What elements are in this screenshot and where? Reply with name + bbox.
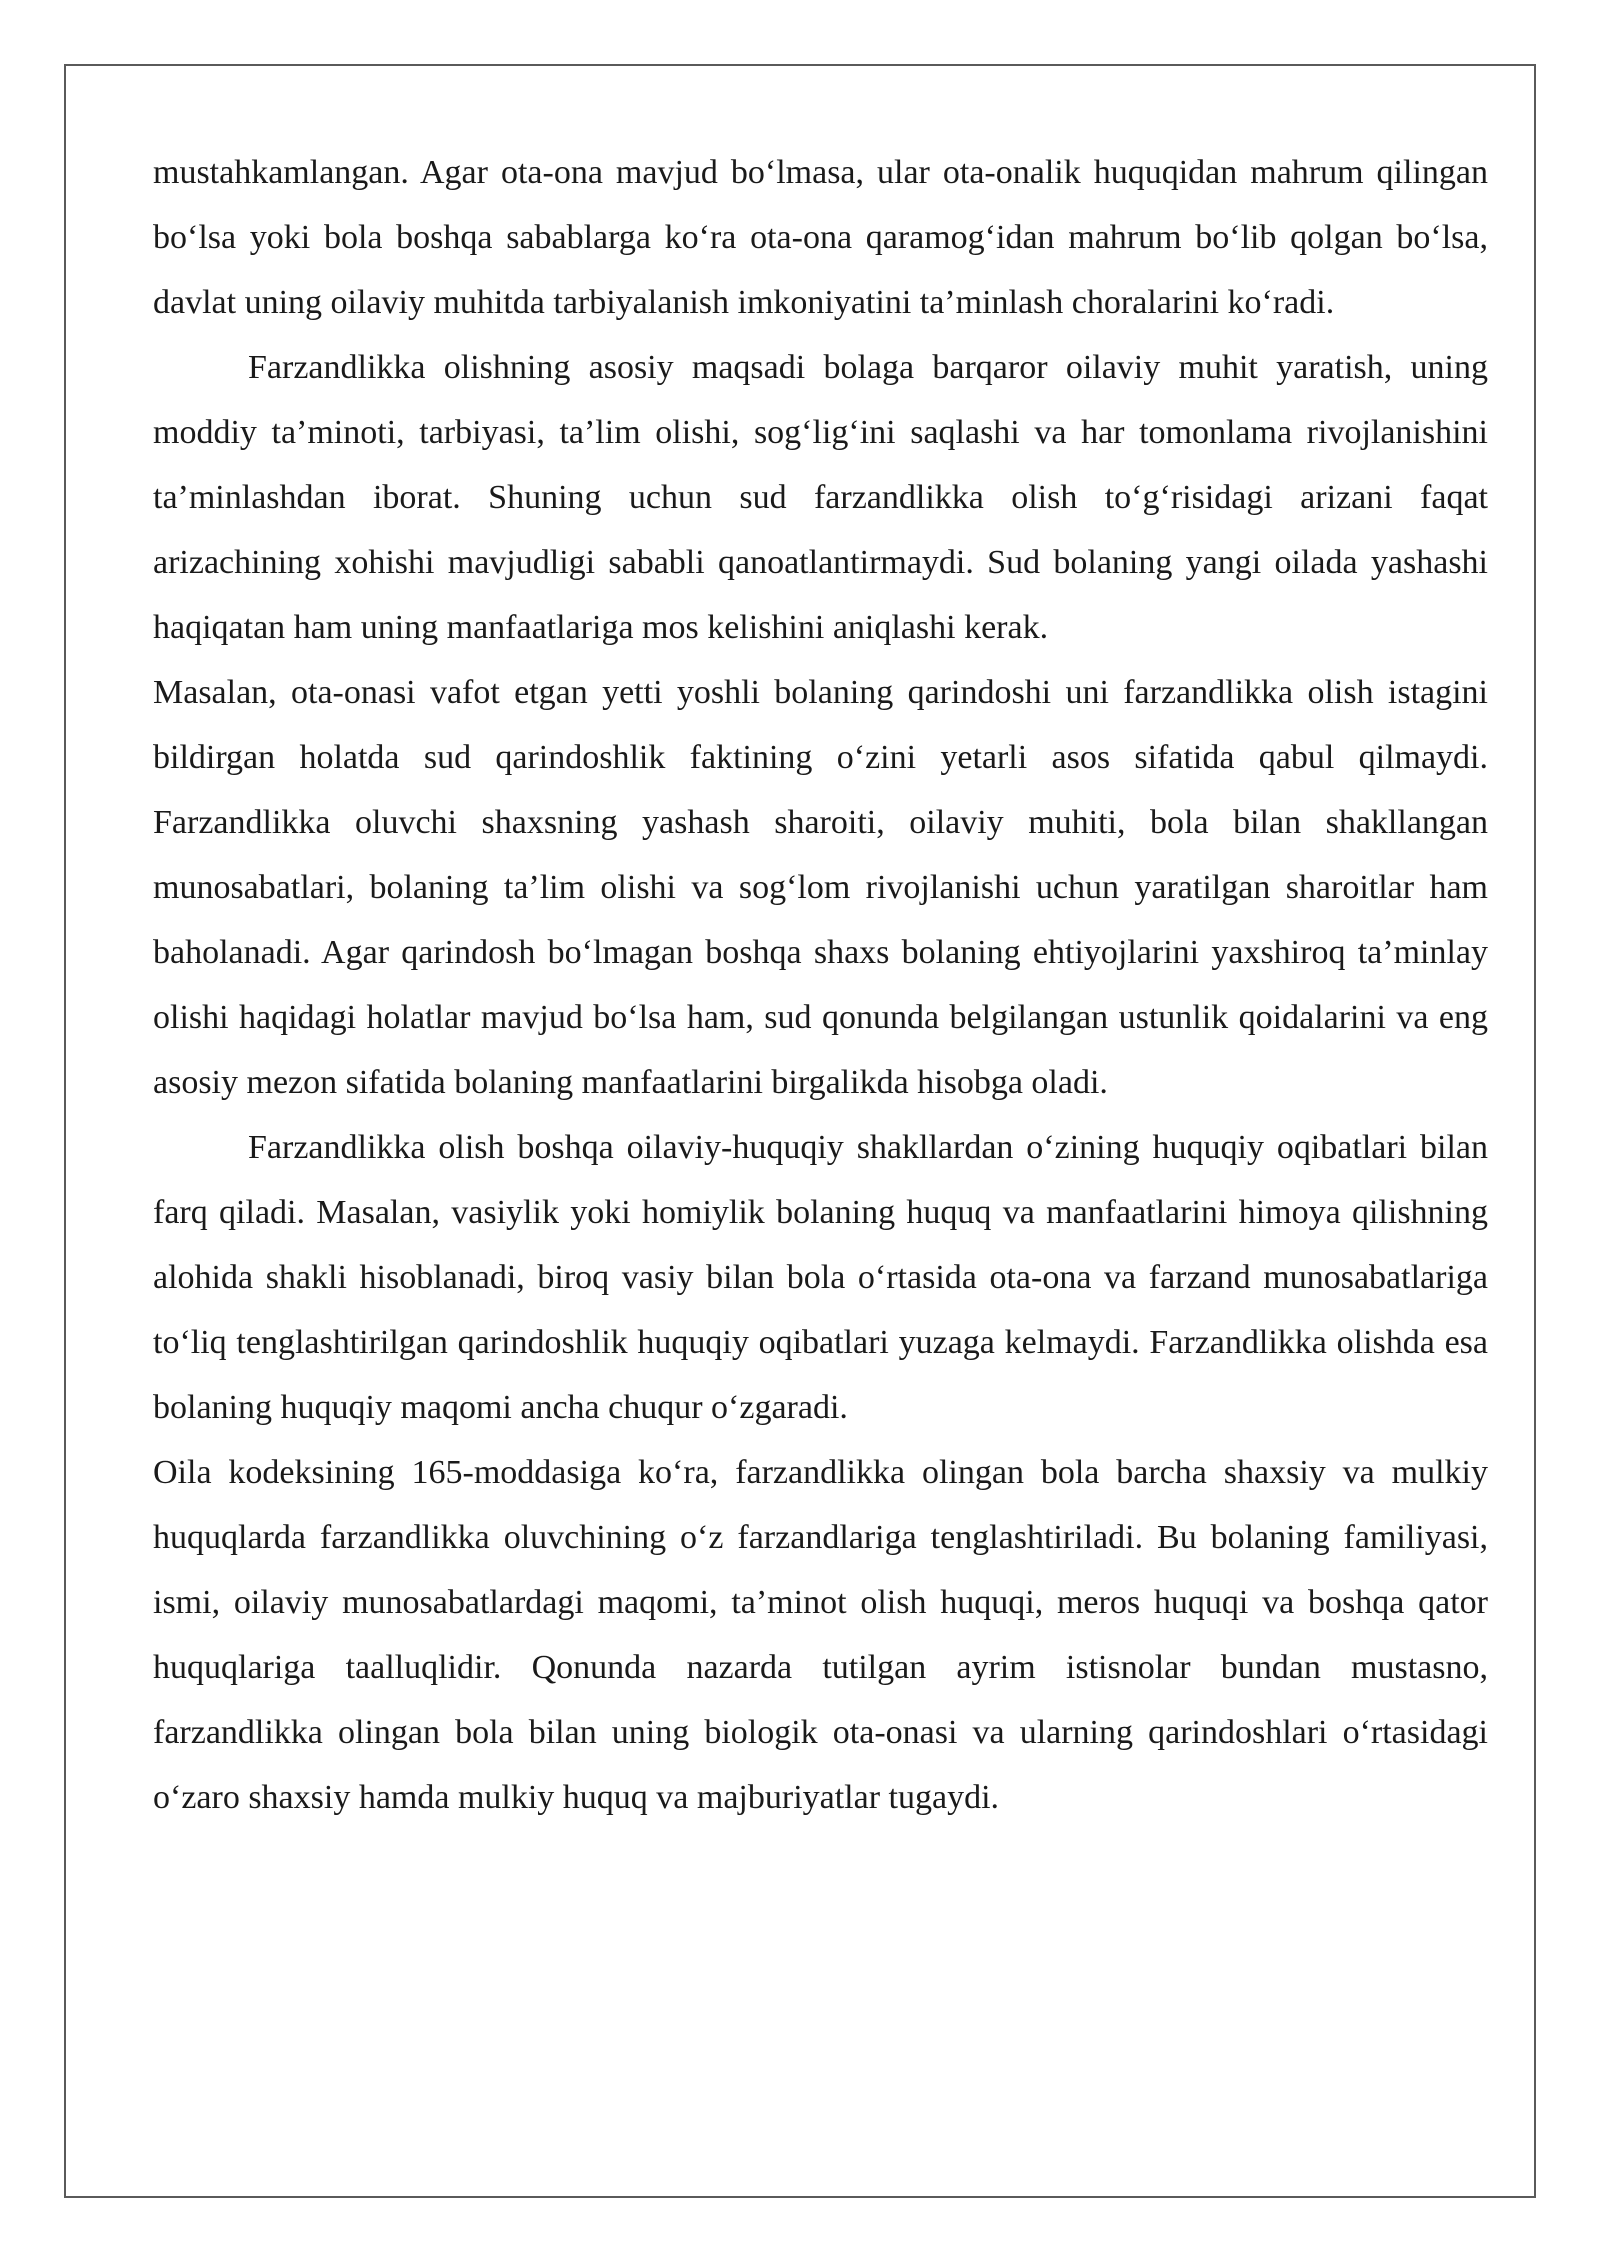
paragraph: mustahkamlangan. Agar ota-ona mavjud bo‘lmasa, ular ota-onalik huquqidan mahrum qilingan bo‘lsa yoki bola boshqa sabablarga ko‘ra ota-ona qaramog‘idan mahrum bo‘lib qolgan bo‘lsa, davlat uning oilaviy muhitda tarbiyalanish imkoniyatini ta’minlash choralarini ko‘radi.	[153, 154, 1488, 321]
paragraph: Masalan, ota-onasi vafot etgan yetti yoshli bolaning qarindoshi uni farzandlikka olish istagini bildirgan holatda sud qarindoshlik faktining o‘zini yetarli asos sifatida qabul qilmaydi. Farzandlikka oluvchi shaxsning yashash sharoiti, oilaviy muhiti, bola bilan shakllangan munosabatlari, bolaning ta’lim olishi va sog‘lom rivojlanishi uchun yaratilgan sharoitlar ham baholanadi. Agar qarindosh bo‘lmagan boshqa shaxs bolaning ehtiyojlarini yaxshiroq ta’minlay olishi haqidagi holatlar mavjud bo‘lsa ham, sud qonunda belgilangan ustunlik qoidalarini va eng asosiy mezon sifatida bolaning manfaatlarini birgalikda hisobga oladi.	[153, 674, 1488, 1101]
paragraph: Farzandlikka olishning asosiy maqsadi bolaga barqaror oilaviy muhit yaratish, uning moddiy ta’minoti, tarbiyasi, ta’lim olishi, sog‘lig‘ini saqlashi va har tomonlama rivojlanishini ta’minlashdan iborat. Shuning uchun sud farzandlikka olish to‘g‘risidagi arizani faqat arizachining xohishi mavjudligi sababli qanoatlantirmaydi. Sud bolaning yangi oilada yashashi haqiqatan ham uning manfaatlariga mos kelishini aniqlashi kerak.	[153, 349, 1488, 646]
paragraph: Oila kodeksining 165-moddasiga ko‘ra, farzandlikka olingan bola barcha shaxsiy va mulkiy huquqlarda farzandlikka oluvchining o‘z farzandlariga tenglashtiriladi. Bu bolaning familiyasi, ismi, oilaviy munosabatlardagi maqomi, ta’minot olish huquqi, meros huquqi va boshqa qator huquqlariga taalluqlidir. Qonunda nazarda tutilgan ayrim istisnolar bundan mustasno, farzandlikka olingan bola bilan uning biologik ota-onasi va ularning qarindoshlari o‘rtasidagi o‘zaro shaxsiy hamda mulkiy huquq va majburiyatlar tugaydi.	[153, 1454, 1488, 1816]
paragraph: Farzandlikka olish boshqa oilaviy-huquqiy shakllardan o‘zining huquqiy oqibatlari bilan farq qiladi. Masalan, vasiylik yoki homiylik bolaning huquq va manfaatlarini himoya qilishning alohida shakli hisoblanadi, biroq vasiy bilan bola o‘rtasida ota-ona va farzand munosabatlariga to‘liq tenglashtirilgan qarindoshlik huquqiy oqibatlari yuzaga kelmaydi. Farzandlikka olishda esa bolaning huquqiy maqomi ancha chuqur o‘zgaradi.	[153, 1129, 1488, 1426]
document-body	[153, 140, 1488, 1830]
